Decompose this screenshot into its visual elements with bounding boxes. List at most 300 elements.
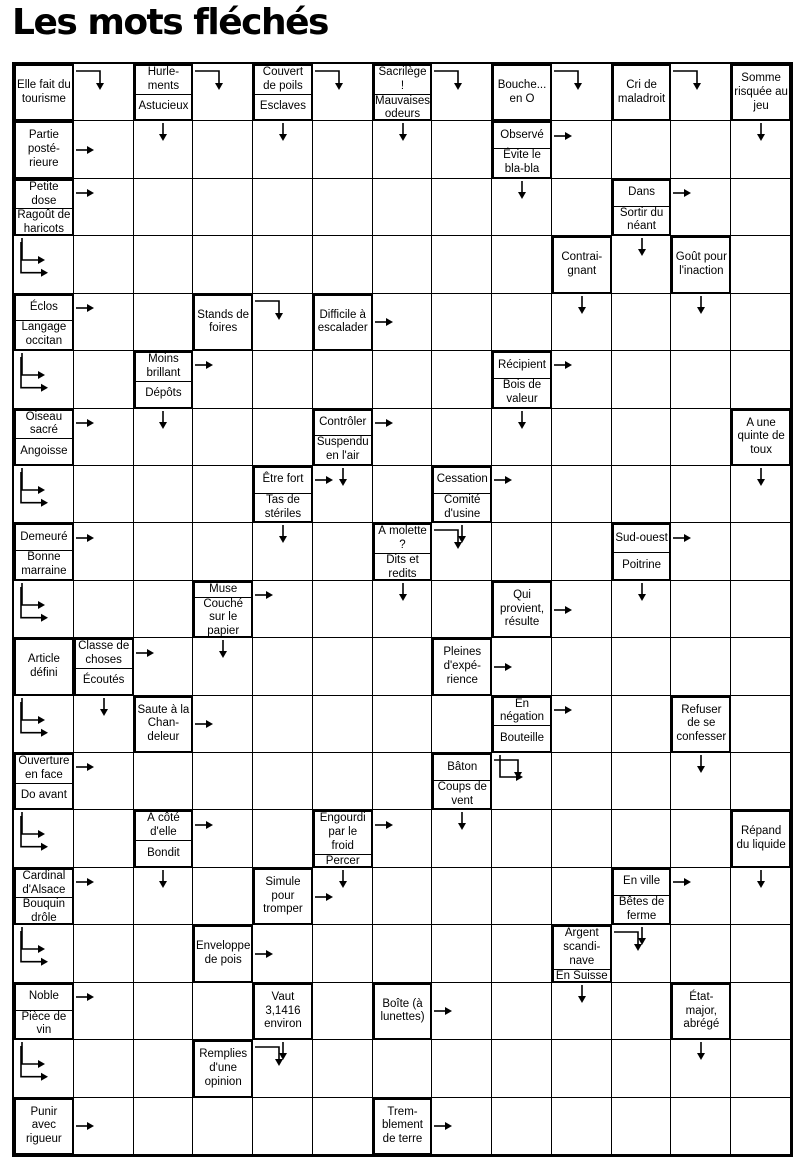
direction-arrow-icon <box>74 415 96 431</box>
clue-cell <box>373 1098 433 1155</box>
direction-arrow-icon <box>313 889 335 905</box>
clue-cell <box>14 868 74 925</box>
clue-cell <box>313 294 373 351</box>
answer-cell[interactable] <box>193 1098 253 1155</box>
answer-cell[interactable] <box>612 753 672 810</box>
direction-arrow-icon <box>74 185 96 201</box>
clue-cell <box>612 868 672 925</box>
clue-text: Ragoût de haricots <box>17 209 71 236</box>
direction-arrow-icon <box>18 814 58 863</box>
answer-cell[interactable] <box>313 638 373 695</box>
direction-arrow-icon <box>74 142 96 158</box>
answer-cell[interactable] <box>313 696 373 753</box>
answer-cell[interactable] <box>731 236 791 293</box>
direction-arrow-icon <box>514 179 530 201</box>
direction-arrow-icon <box>671 185 693 201</box>
answer-cell[interactable] <box>432 236 492 293</box>
answer-cell[interactable] <box>373 925 433 982</box>
direction-arrow-icon <box>432 1118 454 1134</box>
clue-text: Difficile à escalader <box>317 308 368 335</box>
direction-arrow-icon <box>552 602 574 618</box>
answer-cell[interactable] <box>612 409 672 466</box>
clue-text: Être fort <box>262 473 304 486</box>
clue-text: Article défini <box>27 653 60 679</box>
answer-cell[interactable] <box>134 983 194 1040</box>
answer-cell[interactable] <box>731 696 791 753</box>
crossword-grid <box>12 62 793 1157</box>
answer-cell[interactable] <box>492 236 552 293</box>
clue-cell <box>313 810 373 867</box>
clue-text: Cardinal d'Alsace <box>22 869 66 896</box>
clue-text: Goût pour l'inaction <box>675 251 727 277</box>
direction-arrow-icon <box>753 868 769 890</box>
direction-arrow-icon <box>134 645 156 661</box>
direction-arrow-icon <box>432 1003 454 1019</box>
answer-cell[interactable] <box>313 179 373 236</box>
answer-cell[interactable] <box>134 523 194 580</box>
direction-arrow-icon <box>313 69 347 93</box>
direction-arrow-icon <box>74 874 96 890</box>
answer-cell[interactable] <box>134 236 194 293</box>
answer-cell[interactable] <box>74 581 134 638</box>
direction-arrow-icon <box>253 946 275 962</box>
direction-arrow-icon <box>74 69 108 93</box>
direction-arrow-icon <box>215 638 231 660</box>
answer-cell[interactable] <box>612 1098 672 1155</box>
clue-text: Bondit <box>136 840 192 866</box>
answer-cell[interactable] <box>731 753 791 810</box>
direction-arrow-icon <box>18 355 58 404</box>
answer-cell[interactable] <box>253 1098 313 1155</box>
clue-text: Pièce de vin <box>16 1010 72 1039</box>
clue-text: Punir avec rigueur <box>25 1105 62 1146</box>
answer-cell[interactable] <box>253 179 313 236</box>
clue-cell <box>253 466 313 523</box>
clue-cell <box>552 236 612 293</box>
answer-cell[interactable] <box>671 121 731 178</box>
answer-cell[interactable] <box>193 121 253 178</box>
direction-arrow-icon <box>275 121 291 143</box>
answer-cell[interactable] <box>313 753 373 810</box>
clue-cell <box>731 409 791 466</box>
answer-cell[interactable] <box>671 925 731 982</box>
clue-text: Muse <box>209 582 238 595</box>
clue-text: Esclaves <box>255 94 311 120</box>
answer-cell[interactable] <box>253 696 313 753</box>
answer-cell[interactable] <box>671 466 731 523</box>
clue-cell <box>134 696 194 753</box>
answer-cell[interactable] <box>432 409 492 466</box>
direction-arrow-icon <box>432 69 466 93</box>
direction-arrow-icon <box>193 817 215 833</box>
answer-cell[interactable] <box>193 179 253 236</box>
clue-text: Mauvaises odeurs <box>375 94 430 121</box>
answer-cell[interactable] <box>731 351 791 408</box>
answer-cell[interactable] <box>373 466 433 523</box>
clue-cell <box>492 696 552 753</box>
answer-cell[interactable] <box>253 351 313 408</box>
answer-cell[interactable] <box>193 868 253 925</box>
clue-text: Bouquin drôle <box>16 897 72 926</box>
answer-cell[interactable] <box>134 753 194 810</box>
answer-cell[interactable] <box>671 810 731 867</box>
clue-cell <box>14 64 74 121</box>
answer-cell[interactable] <box>74 236 134 293</box>
clue-text: Couvert de poils <box>262 66 304 92</box>
answer-cell[interactable] <box>671 1098 731 1155</box>
clue-cell <box>492 64 552 121</box>
answer-cell[interactable] <box>492 294 552 351</box>
answer-cell[interactable] <box>313 121 373 178</box>
answer-cell[interactable] <box>134 466 194 523</box>
direction-arrow-icon <box>693 1040 709 1062</box>
clue-cell <box>253 983 313 1040</box>
answer-cell[interactable] <box>492 983 552 1040</box>
direction-arrow-icon <box>693 753 709 775</box>
direction-arrow-icon <box>552 69 586 93</box>
answer-cell[interactable] <box>432 179 492 236</box>
direction-arrow-icon <box>373 415 395 431</box>
clue-text: Dépôts <box>136 381 192 407</box>
answer-cell[interactable] <box>552 409 612 466</box>
clue-text: Dits et redits <box>375 553 431 582</box>
answer-cell[interactable] <box>313 1098 373 1155</box>
answer-cell[interactable] <box>74 810 134 867</box>
clue-text: Dans <box>628 186 655 199</box>
clue-cell <box>14 294 74 351</box>
clue-text: Astucieux <box>136 94 192 120</box>
answer-cell[interactable] <box>612 696 672 753</box>
answer-cell[interactable] <box>74 466 134 523</box>
direction-arrow-icon <box>335 466 351 488</box>
clue-cell <box>14 523 74 580</box>
answer-cell[interactable] <box>313 236 373 293</box>
clue-cell <box>14 638 74 695</box>
answer-cell[interactable] <box>373 696 433 753</box>
clue-text: État-major, abrégé <box>683 990 720 1031</box>
answer-cell[interactable] <box>193 523 253 580</box>
answer-cell[interactable] <box>193 466 253 523</box>
answer-cell[interactable] <box>134 925 194 982</box>
clue-text: Sacrilège ! <box>378 66 427 92</box>
answer-cell[interactable] <box>134 294 194 351</box>
answer-cell[interactable] <box>432 294 492 351</box>
clue-cell <box>552 925 612 982</box>
clue-cell <box>671 696 731 753</box>
direction-arrow-icon <box>155 121 171 143</box>
direction-arrow-icon <box>693 294 709 316</box>
clue-cell <box>193 294 253 351</box>
direction-arrow-icon <box>74 300 96 316</box>
answer-cell[interactable] <box>74 925 134 982</box>
answer-cell[interactable] <box>373 179 433 236</box>
clue-text: Stands de foires <box>197 308 250 335</box>
clue-text: Argent scandi-nave <box>563 927 601 967</box>
answer-cell[interactable] <box>552 868 612 925</box>
clue-cell <box>193 581 253 638</box>
clue-cell <box>313 409 373 466</box>
direction-arrow-icon <box>253 587 275 603</box>
clue-text: Vaut 3,1416 environ <box>264 990 302 1031</box>
direction-arrow-icon <box>155 409 171 431</box>
clue-text: Suspendu en l'air <box>316 436 369 463</box>
direction-arrow-icon <box>313 472 335 488</box>
answer-cell[interactable] <box>612 983 672 1040</box>
direction-arrow-icon <box>671 874 693 890</box>
clue-text: Simule pour tromper <box>263 875 303 916</box>
clue-text: Partie posté-rieure <box>27 129 60 169</box>
clue-text: Comité d'usine <box>434 493 490 522</box>
answer-cell[interactable] <box>671 581 731 638</box>
clue-text: Écoutés <box>76 668 132 694</box>
answer-cell[interactable] <box>253 236 313 293</box>
answer-cell[interactable] <box>492 1040 552 1097</box>
direction-arrow-icon <box>275 523 291 545</box>
clue-text: Langage occitan <box>16 320 72 349</box>
clue-cell <box>612 179 672 236</box>
direction-arrow-icon <box>552 357 574 373</box>
clue-cell <box>432 638 492 695</box>
direction-arrow-icon <box>335 868 351 890</box>
puzzle-title: Les mots fléchés <box>12 2 328 43</box>
direction-arrow-icon <box>18 585 58 634</box>
answer-cell[interactable] <box>731 638 791 695</box>
clue-cell <box>253 64 313 121</box>
direction-arrow-icon <box>395 121 411 143</box>
clue-cell <box>432 466 492 523</box>
answer-cell[interactable] <box>432 868 492 925</box>
clue-cell <box>253 868 313 925</box>
answer-cell[interactable] <box>552 1040 612 1097</box>
direction-arrow-icon <box>253 1045 287 1069</box>
clue-text: Bouteille <box>494 725 550 751</box>
clue-cell <box>671 983 731 1040</box>
answer-cell[interactable] <box>552 638 612 695</box>
answer-cell[interactable] <box>193 236 253 293</box>
answer-cell[interactable] <box>731 983 791 1040</box>
direction-arrow-icon <box>753 466 769 488</box>
clue-text: Poitrine <box>614 552 670 579</box>
direction-arrow-icon <box>155 868 171 890</box>
clue-text: Tas de stériles <box>255 493 311 522</box>
answer-cell[interactable] <box>373 236 433 293</box>
answer-cell[interactable] <box>731 1040 791 1097</box>
answer-cell[interactable] <box>373 351 433 408</box>
clue-cell <box>492 351 552 408</box>
clue-text: Bouche... en O <box>497 78 547 105</box>
answer-cell[interactable] <box>373 1040 433 1097</box>
clue-text: Trem-blement de terre <box>382 1105 423 1146</box>
answer-cell[interactable] <box>731 179 791 236</box>
direction-arrow-icon <box>18 240 58 289</box>
answer-cell[interactable] <box>134 581 194 638</box>
direction-arrow-icon <box>395 581 411 603</box>
answer-cell[interactable] <box>492 523 552 580</box>
answer-cell[interactable] <box>373 638 433 695</box>
direction-arrow-icon <box>18 1044 58 1093</box>
clue-text: Oiseau sacré <box>25 410 63 437</box>
answer-cell[interactable] <box>552 810 612 867</box>
direction-arrow-icon <box>492 472 514 488</box>
clue-cell <box>14 179 74 236</box>
direction-arrow-icon <box>74 530 96 546</box>
clue-cell <box>134 64 194 121</box>
answer-cell[interactable] <box>313 925 373 982</box>
answer-cell[interactable] <box>492 925 552 982</box>
answer-cell[interactable] <box>552 179 612 236</box>
answer-cell[interactable] <box>74 1040 134 1097</box>
clue-text: Somme risquée au jeu <box>734 72 788 112</box>
direction-arrow-icon <box>18 700 58 749</box>
answer-cell[interactable] <box>432 1040 492 1097</box>
answer-cell[interactable] <box>671 638 731 695</box>
answer-cell[interactable] <box>731 925 791 982</box>
answer-cell[interactable] <box>74 351 134 408</box>
clue-text: Bâton <box>447 760 478 773</box>
answer-cell[interactable] <box>432 925 492 982</box>
direction-arrow-icon <box>18 929 58 978</box>
answer-cell[interactable] <box>731 294 791 351</box>
clue-text: Couché sur le papier <box>195 597 251 639</box>
answer-cell[interactable] <box>253 753 313 810</box>
clue-cell <box>612 64 672 121</box>
clue-cell <box>731 64 791 121</box>
answer-cell[interactable] <box>731 581 791 638</box>
answer-cell[interactable] <box>552 753 612 810</box>
direction-arrow-icon <box>74 1118 96 1134</box>
direction-arrow-icon <box>634 581 650 603</box>
answer-cell[interactable] <box>432 696 492 753</box>
answer-cell[interactable] <box>552 523 612 580</box>
clue-text: Bêtes de ferme <box>614 895 670 924</box>
answer-cell[interactable] <box>612 294 672 351</box>
clue-text: Qui provient, résulte <box>499 588 545 629</box>
answer-cell[interactable] <box>612 638 672 695</box>
answer-cell[interactable] <box>552 466 612 523</box>
clue-cell <box>14 1098 74 1155</box>
direction-arrow-icon <box>671 530 693 546</box>
direction-arrow-icon <box>492 758 526 782</box>
clue-text: Bonne marraine <box>16 550 72 579</box>
answer-cell[interactable] <box>492 810 552 867</box>
answer-cell[interactable] <box>134 1098 194 1155</box>
clue-text: Do avant <box>16 783 72 809</box>
clue-text: Moins brillant <box>146 353 181 379</box>
direction-arrow-icon <box>552 702 574 718</box>
clue-text: Observé <box>500 128 544 141</box>
clue-text: Pleines d'expé-rience <box>443 646 482 686</box>
answer-cell[interactable] <box>432 121 492 178</box>
direction-arrow-icon <box>193 357 215 373</box>
clue-cell <box>671 236 731 293</box>
clue-text: Répand du liquide <box>736 825 786 852</box>
direction-arrow-icon <box>671 69 705 93</box>
direction-arrow-icon <box>574 294 590 316</box>
answer-cell[interactable] <box>671 409 731 466</box>
clue-text: A une quinte de toux <box>737 416 785 457</box>
answer-cell[interactable] <box>134 179 194 236</box>
direction-arrow-icon <box>193 69 227 93</box>
answer-cell[interactable] <box>193 753 253 810</box>
answer-cell[interactable] <box>193 983 253 1040</box>
direction-arrow-icon <box>373 817 395 833</box>
answer-cell[interactable] <box>731 523 791 580</box>
clue-text: Hurle-ments <box>147 66 180 92</box>
clue-text: Éclos <box>29 301 58 314</box>
clue-text: Coups de vent <box>434 780 490 809</box>
direction-arrow-icon <box>753 121 769 143</box>
answer-cell[interactable] <box>313 523 373 580</box>
direction-arrow-icon <box>193 716 215 732</box>
answer-cell[interactable] <box>193 409 253 466</box>
answer-cell[interactable] <box>671 351 731 408</box>
clue-text: Classe de choses <box>78 640 130 666</box>
answer-cell[interactable] <box>313 1040 373 1097</box>
clue-text: Récipient <box>498 358 546 371</box>
direction-arrow-icon <box>74 989 96 1005</box>
answer-cell[interactable] <box>373 753 433 810</box>
clue-text: Sud-ouest <box>615 531 668 544</box>
direction-arrow-icon <box>373 314 395 330</box>
clue-text: Remplies d'une opinion <box>199 1048 248 1088</box>
direction-arrow-icon <box>492 659 514 675</box>
clue-cell <box>14 409 74 466</box>
direction-arrow-icon <box>454 810 470 832</box>
answer-cell[interactable] <box>373 868 433 925</box>
answer-cell[interactable] <box>612 466 672 523</box>
answer-cell[interactable] <box>134 1040 194 1097</box>
answer-cell[interactable] <box>731 1098 791 1155</box>
clue-cell <box>492 581 552 638</box>
clue-text: Bois de valeur <box>494 378 550 407</box>
direction-arrow-icon <box>432 528 466 552</box>
clue-text: Boîte (à lunettes) <box>380 997 425 1024</box>
clue-cell <box>373 64 433 121</box>
answer-cell[interactable] <box>313 351 373 408</box>
clue-cell <box>432 753 492 810</box>
clue-text: En ville <box>623 875 661 888</box>
answer-cell[interactable] <box>612 1040 672 1097</box>
answer-cell[interactable] <box>253 638 313 695</box>
clue-cell <box>373 983 433 1040</box>
clue-text: Saute à la Chan-deleur <box>137 703 190 744</box>
answer-cell[interactable] <box>253 409 313 466</box>
answer-cell[interactable] <box>612 351 672 408</box>
clue-text: Contrai-gnant <box>561 251 603 277</box>
clue-cell <box>193 1040 253 1097</box>
clue-text: Demeuré <box>20 530 68 543</box>
clue-text: Enveloppe de pois <box>196 940 251 967</box>
answer-cell[interactable] <box>492 868 552 925</box>
answer-cell[interactable] <box>313 581 373 638</box>
answer-cell[interactable] <box>612 121 672 178</box>
clue-text: Sortir du néant <box>614 206 670 235</box>
answer-cell[interactable] <box>612 810 672 867</box>
clue-text: À molette ? <box>378 525 427 552</box>
direction-arrow-icon <box>574 983 590 1005</box>
clue-cell <box>14 753 74 810</box>
answer-cell[interactable] <box>492 1098 552 1155</box>
clue-text: À côté d'elle <box>147 812 180 839</box>
clue-cell <box>492 121 552 178</box>
answer-cell[interactable] <box>552 1098 612 1155</box>
answer-cell[interactable] <box>313 983 373 1040</box>
answer-cell[interactable] <box>432 351 492 408</box>
answer-cell[interactable] <box>253 810 313 867</box>
answer-cell[interactable] <box>432 581 492 638</box>
clue-text: En Suisse <box>555 969 608 982</box>
direction-arrow-icon <box>514 409 530 431</box>
